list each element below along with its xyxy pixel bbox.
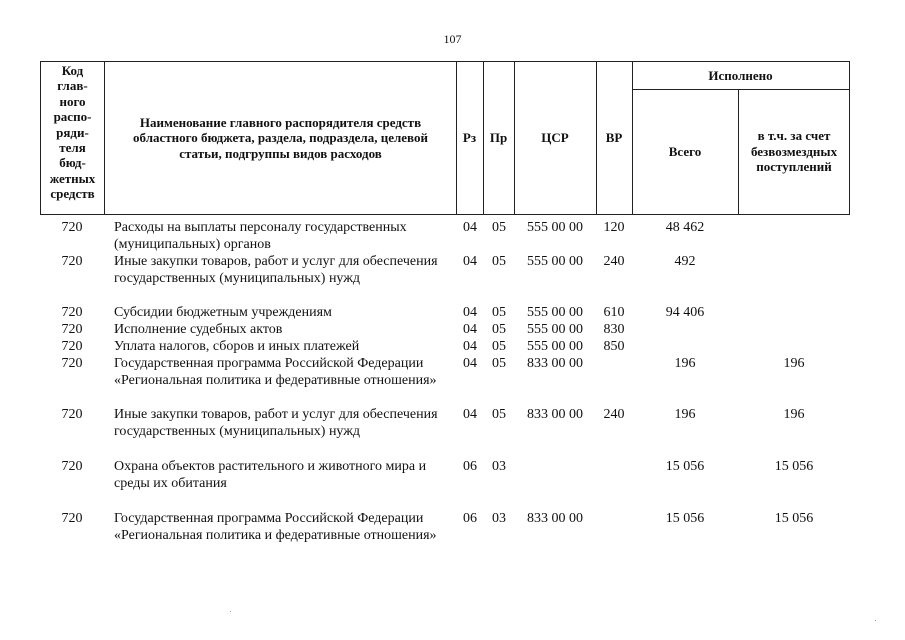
row-name: Государственная программа Российской Федерации «Региональная политика и федеративные отношения» xyxy=(114,511,437,543)
row-name: Субсидии бюджетным учреждениям xyxy=(114,305,332,320)
row-vr: 240 xyxy=(603,254,625,269)
header-vr: ВР xyxy=(605,130,623,146)
scan-speck xyxy=(875,620,876,621)
row-rz: 04 xyxy=(463,305,477,320)
header-code-line: распо- xyxy=(53,109,92,125)
row-rz: 04 xyxy=(463,339,477,354)
row-csr: 833 00 00 xyxy=(527,511,583,526)
row-code: 720 xyxy=(61,305,83,320)
header-pr: Пр xyxy=(489,130,508,146)
row-csr: 555 00 00 xyxy=(527,322,583,337)
row-total: 48 462 xyxy=(665,220,705,235)
row-total: 15 056 xyxy=(665,459,705,474)
row-csr: 555 00 00 xyxy=(527,339,583,354)
row-pr: 05 xyxy=(492,339,506,354)
row-csr: 555 00 00 xyxy=(527,220,583,235)
header-code-label xyxy=(50,63,96,202)
row-vr: 850 xyxy=(603,339,625,354)
header-code-line: теля xyxy=(59,140,86,156)
header-code-line: ного xyxy=(59,93,86,109)
row-name: Исполнение судебных актов xyxy=(114,322,283,337)
row-csr: 833 00 00 xyxy=(527,407,583,422)
row-rz: 04 xyxy=(463,356,477,371)
row-pr: 05 xyxy=(492,220,506,235)
row-code: 720 xyxy=(61,511,83,526)
row-pr: 05 xyxy=(492,305,506,320)
scan-speck xyxy=(230,611,231,612)
row-total: 15 056 xyxy=(665,511,705,526)
row-code: 720 xyxy=(61,254,83,269)
row-code: 720 xyxy=(61,339,83,354)
row-pr: 05 xyxy=(492,254,506,269)
header-code-line: бюд- xyxy=(59,155,86,171)
header-code-cell xyxy=(41,62,104,214)
row-free: 196 xyxy=(783,407,805,422)
row-rz: 06 xyxy=(463,511,477,526)
row-total: 196 xyxy=(674,356,696,371)
row-name: Охрана объектов растительного и животного мира и среды их обитания xyxy=(114,459,427,491)
row-vr: 240 xyxy=(603,407,625,422)
row-code: 720 xyxy=(61,459,83,474)
row-rz: 04 xyxy=(463,220,477,235)
row-rz: 04 xyxy=(463,254,477,269)
header-code-line: глав- xyxy=(57,78,88,94)
row-name: Расходы на выплаты персоналу государственных (муниципальных) органов xyxy=(114,220,407,252)
row-free: 15 056 xyxy=(774,511,814,526)
row-pr: 05 xyxy=(492,322,506,337)
row-pr: 05 xyxy=(492,407,506,422)
row-total: 492 xyxy=(674,254,696,269)
row-pr: 03 xyxy=(492,459,506,474)
page-number: 107 xyxy=(443,32,462,46)
header-free: в т.ч. за счет безвозмездных поступлений xyxy=(750,128,838,175)
header-total: Всего xyxy=(668,143,702,159)
row-name: Иные закупки товаров, работ и услуг для обеспечения государственных (муниципальных) нужд xyxy=(114,254,438,286)
row-name: Уплата налогов, сборов и иных платежей xyxy=(114,339,360,354)
row-rz: 04 xyxy=(463,322,477,337)
row-csr: 555 00 00 xyxy=(527,305,583,320)
row-pr: 03 xyxy=(492,511,506,526)
row-name: Иные закупки товаров, работ и услуг для обеспечения государственных (муниципальных) нужд xyxy=(114,407,438,439)
row-total: 196 xyxy=(674,407,696,422)
table-header xyxy=(40,61,850,215)
header-csr: ЦСР xyxy=(541,130,569,146)
row-vr: 610 xyxy=(603,305,625,320)
row-code: 720 xyxy=(61,407,83,422)
row-total: 94 406 xyxy=(665,305,705,320)
row-vr: 120 xyxy=(603,220,625,235)
header-code-line: средств xyxy=(50,186,95,202)
header-code-line: жетных xyxy=(49,170,96,186)
row-rz: 06 xyxy=(463,459,477,474)
row-csr: 833 00 00 xyxy=(527,356,583,371)
row-name: Государственная программа Российской Федерации «Региональная политика и федеративные отношения» xyxy=(114,356,437,388)
header-executed: Исполнено xyxy=(708,67,773,83)
row-code: 720 xyxy=(61,356,83,371)
header-code-line: Код xyxy=(61,63,84,78)
header-code-line: ряди- xyxy=(56,124,89,140)
row-free: 15 056 xyxy=(774,459,814,474)
row-pr: 05 xyxy=(492,356,506,371)
row-code: 720 xyxy=(61,220,83,235)
row-csr: 555 00 00 xyxy=(527,254,583,269)
header-name: Наименование главного распорядителя средств областного бюджета, раздела, подраздела, целевой статьи, подгруппы видов расходов xyxy=(133,114,428,161)
row-code: 720 xyxy=(61,322,83,337)
row-free: 196 xyxy=(783,356,805,371)
header-rz: Рз xyxy=(462,130,477,146)
row-vr: 830 xyxy=(603,322,625,337)
row-rz: 04 xyxy=(463,407,477,422)
